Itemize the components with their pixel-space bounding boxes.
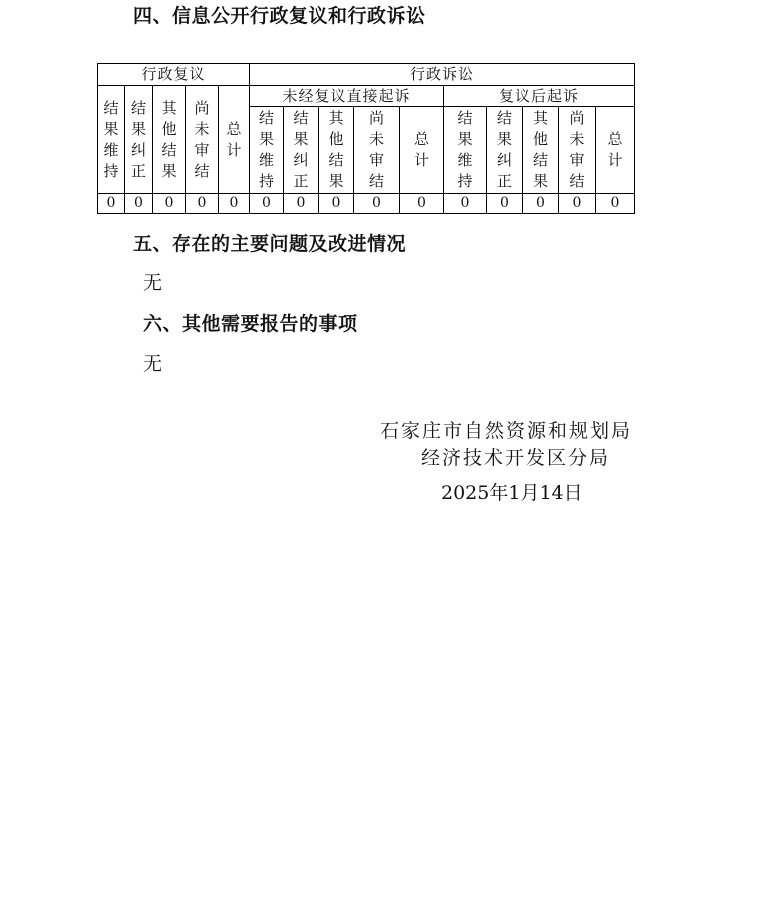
section6-body: 无 [143,353,163,375]
col-header: 结果维持 [98,86,125,194]
section4-title: 四、信息公开行政复议和行政诉讼 [133,5,426,27]
section5-title: 五、存在的主要问题及改进情况 [133,233,407,255]
col-header: 结果维持 [250,107,284,194]
subgroup-header-direct: 未经复议直接起诉 [250,86,444,107]
col-header: 结果纠正 [125,86,153,194]
section6-title: 六、其他需要报告的事项 [143,313,358,335]
review-litigation-table [97,63,635,214]
table-cell: 0 [186,194,219,214]
table-cell: 0 [559,194,596,214]
signature-org-line2: 经济技术开发区分局 [421,447,611,469]
signature-date: 2025年1月14日 [441,482,583,504]
col-header: 其他结果 [319,107,354,194]
table-cell: 0 [444,194,487,214]
table-cell: 0 [400,194,444,214]
subgroup-header-after: 复议后起诉 [444,86,635,107]
table-cell: 0 [523,194,559,214]
table-cell: 0 [284,194,319,214]
col-header: 尚未审结 [354,107,400,194]
table-cell: 0 [354,194,400,214]
table-cell: 0 [125,194,153,214]
col-header: 其他结果 [153,86,186,194]
table-cell: 0 [596,194,635,214]
table-cell: 0 [153,194,186,214]
table-cell: 0 [487,194,523,214]
table-cell: 0 [319,194,354,214]
col-header: 其他结果 [523,107,559,194]
table-cell: 0 [250,194,284,214]
col-header: 结果维持 [444,107,487,194]
col-header: 总计 [400,107,444,194]
col-header: 总计 [596,107,635,194]
table-cell: 0 [219,194,250,214]
col-header: 结果纠正 [284,107,319,194]
col-header: 总计 [219,86,250,194]
col-header: 尚未审结 [559,107,596,194]
table-cell: 0 [98,194,125,214]
signature-org-line1: 石家庄市自然资源和规划局 [380,420,633,442]
group-header-litigation: 行政诉讼 [250,64,635,86]
col-header: 结果纠正 [487,107,523,194]
group-header-review: 行政复议 [98,64,250,86]
section5-body: 无 [143,272,163,294]
col-header: 尚未审结 [186,86,219,194]
